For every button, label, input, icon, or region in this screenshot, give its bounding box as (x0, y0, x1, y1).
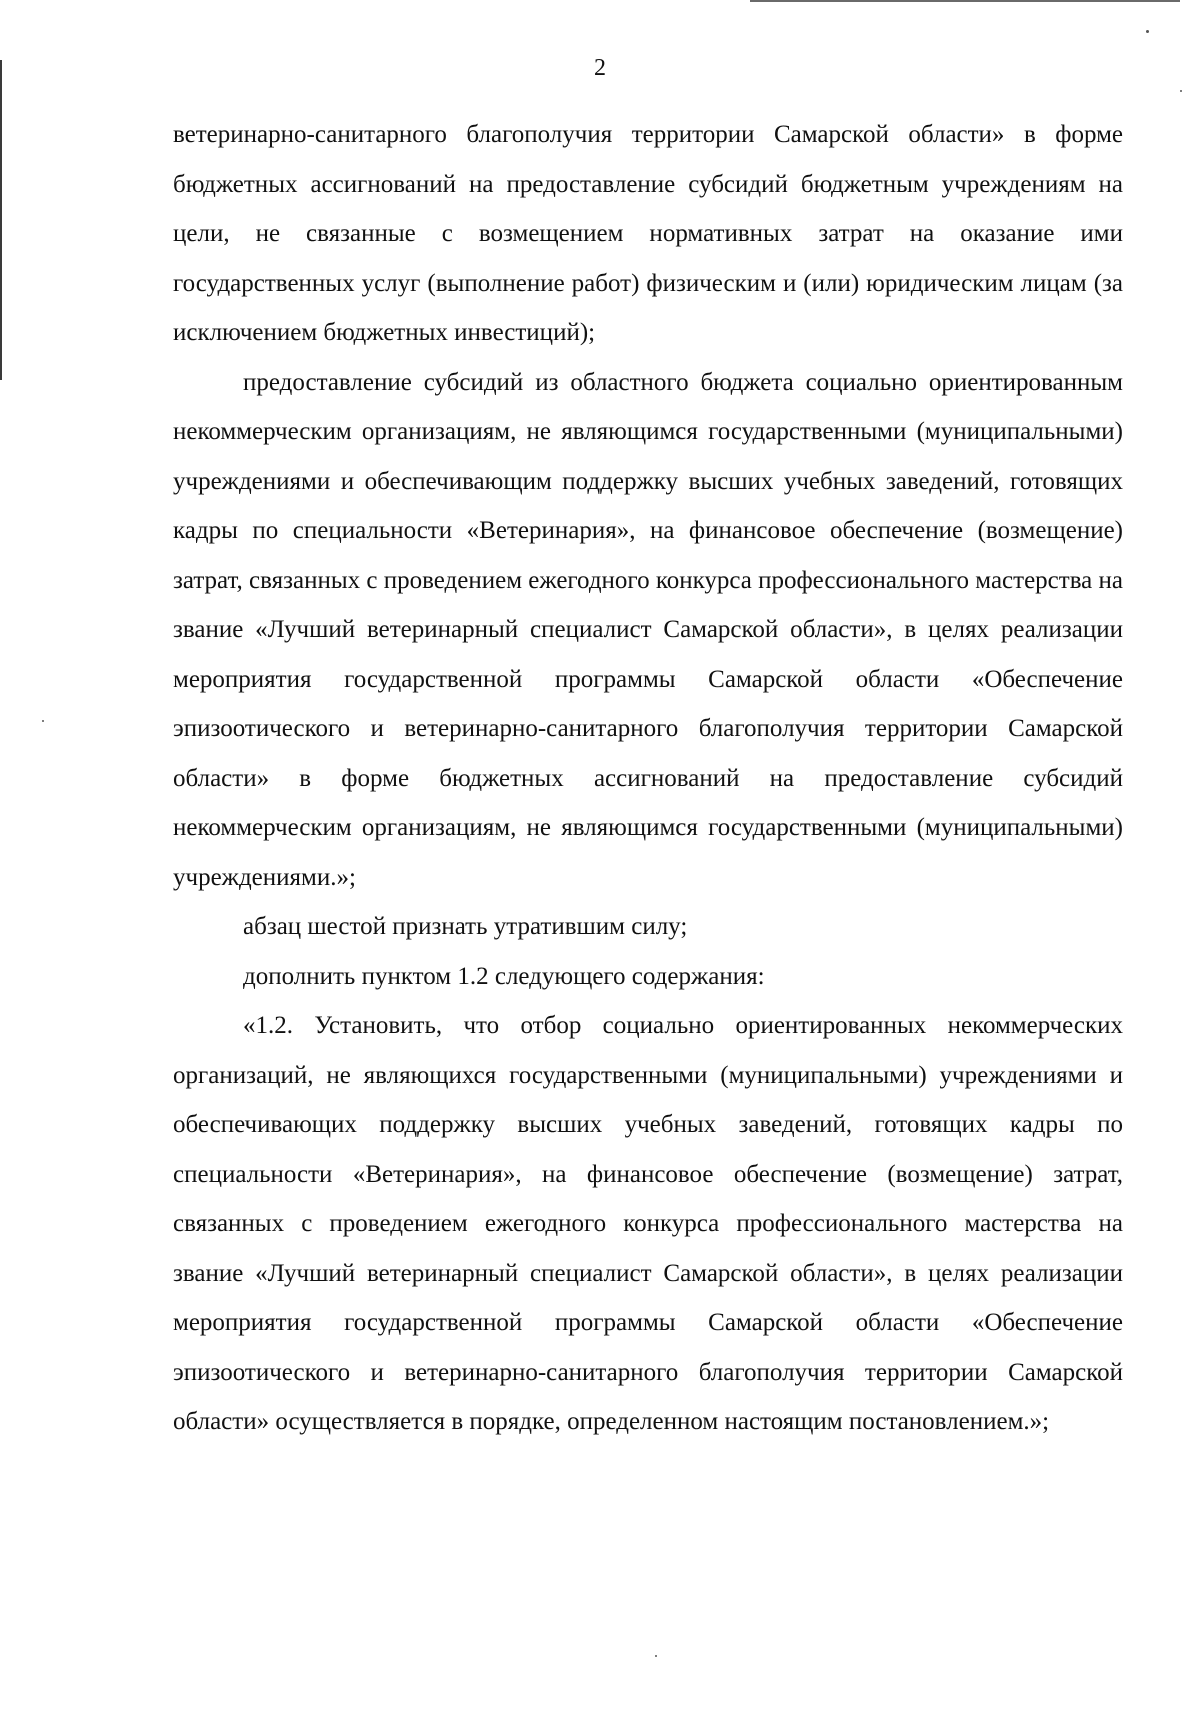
scan-speck (655, 1655, 657, 1657)
scan-speck (1146, 30, 1149, 33)
paragraph-continuation: ветеринарно-санитарного благополучия территории Самарской области» в форме бюджетных ассигнований на предоставление субсидий бюджетным учреждениям на цели, не связанные с возмещением нормативных затрат на оказание ими государственных услуг (выполнение работ) физическим и (или) юридическим лицам (за исключением бюджетных инвестиций); (173, 121, 1123, 346)
scan-edge-top (750, 0, 1180, 2)
document-body (173, 110, 1123, 1447)
paragraph-repeal: абзац шестой признать утратившим силу; (243, 913, 688, 940)
paragraph-subsidies: предоставление субсидий из областного бюджета социально ориентированным некоммерческим организациям, не являющимся государственными (муниципальными) учреждениями и обеспечивающим поддержку высших учебных заведений, готовящих кадры по специальности «Ветеринария», на финансовое обеспечение (возмещение) затрат, связанных с проведением ежегодного конкурса профессионального мастерства на звание «Лучший ветеринарный специалист Самарской области», в целях реализации мероприятия государственной программы Самарской области «Обеспечение эпизоотического и ветеринарно-санитарного благополучия территории Самарской области» в форме бюджетных ассигнований на предоставление субсидий некоммерческим организациям, не являющимся государственными (муниципальными) учреждениями.»; (173, 368, 1123, 891)
scan-speck (42, 720, 44, 722)
paragraph-supplement: дополнить пунктом 1.2 следующего содержания: (243, 962, 765, 990)
scan-edge-left (0, 60, 2, 380)
paragraph-clause-1-2: «1.2. Установить, что отбор социально ориентированных некоммерческих организаций, не являющихся государственными (муниципальными) учреждениями и обеспечивающих поддержку высших учебных заведений, готовящих кадры по специальности «Ветеринария», на финансовое обеспечение (возмещение) затрат, связанных с проведением ежегодного конкурса профессионального мастерства на звание «Лучший ветеринарный специалист Самарской области», в целях реализации мероприятия государственной программы Самарской области «Обеспечение эпизоотического и ветеринарно-санитарного благополучия территории Самарской области» осуществляется в порядке, определенном настоящим постановлением.»; (173, 1012, 1123, 1435)
page-number: 2 (594, 55, 606, 81)
scan-speck (1180, 90, 1182, 92)
